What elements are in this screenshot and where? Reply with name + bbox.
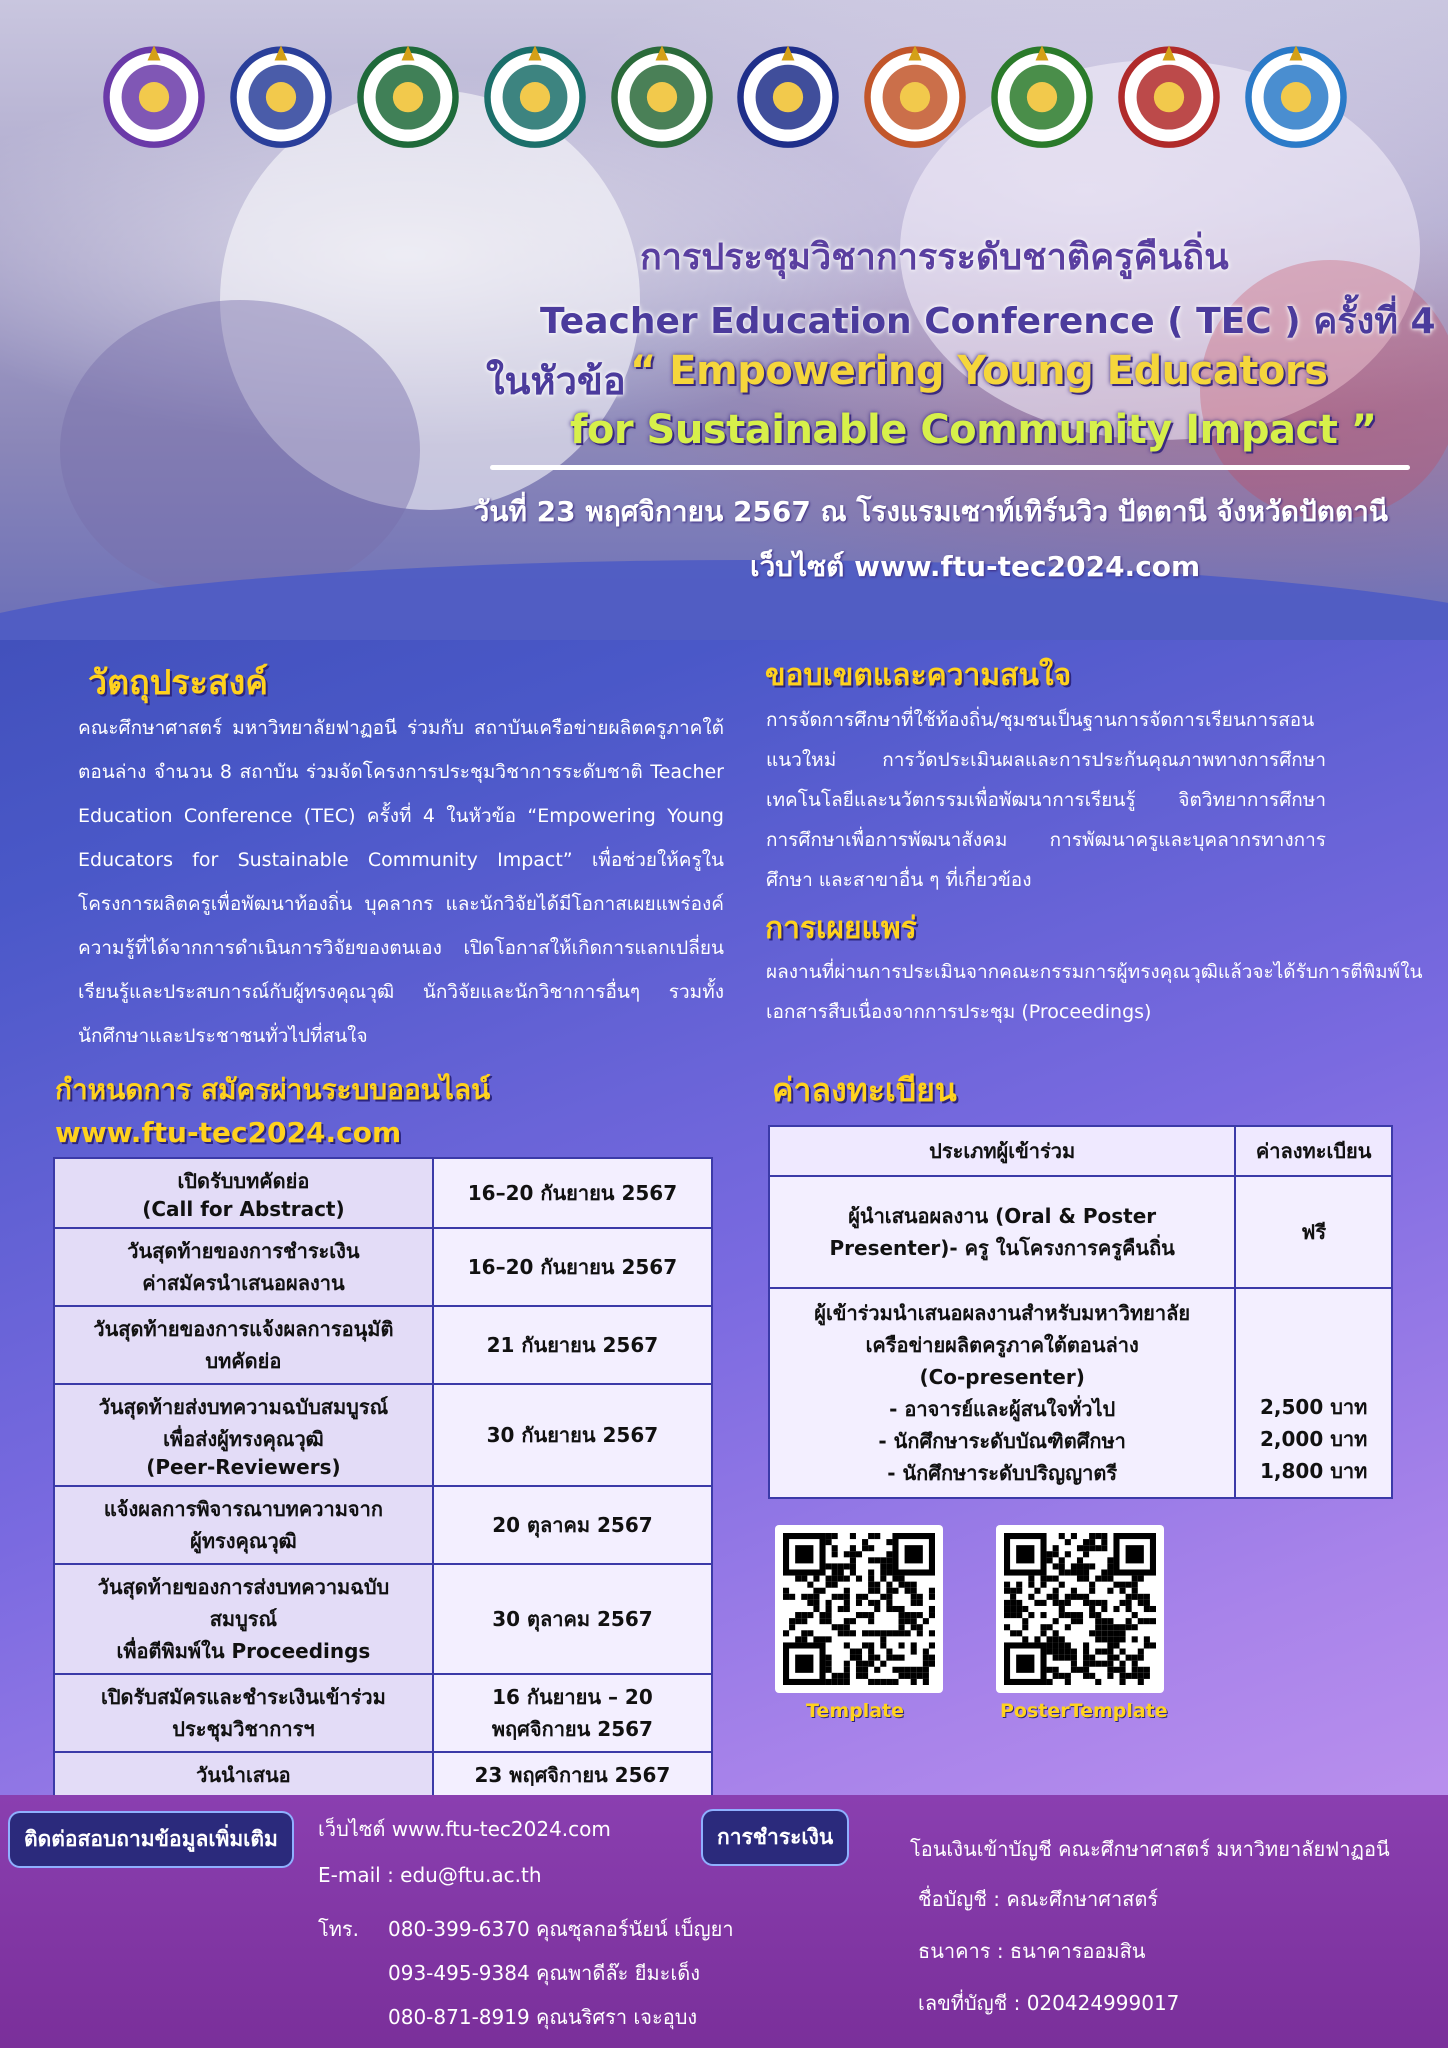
footer [0, 1795, 1448, 2048]
payment-line-3: ธนาคาร : ธนาคารออมสิน [918, 1939, 1146, 1963]
schedule-row [54, 1158, 712, 1228]
schedule-date: 30 กันยายน 2567 [433, 1384, 712, 1486]
book-emblem-logo-icon [1115, 41, 1223, 149]
scope-text: การจัดการศึกษาที่ใช้ท้องถิ่น/ชุมชนเป็นฐานการจัดการเรียนการสอนแนวใหม่ การวัดประเมินผลและการประกันคุณภาพทางการศึกษา เทคโนโลยีและนวัตกรรมเพื่อพัฒนาการเรียนรู้ จิตวิทยาการศึกษา การศึกษาเพื่อการพัฒนาสังคม การพัฒนาครูและบุคลากรทางการศึกษา และสาขาอื่น ๆ ที่เกี่ยวข้อง [766, 709, 1326, 891]
theme-line-1: “ Empowering Young Educators [630, 348, 1328, 394]
schedule-heading: กำหนดการ สมัครผ่านระบบออนไลน์ [55, 1073, 491, 1106]
fee-row [769, 1176, 1392, 1288]
schedule-date: 20 ตุลาคม 2567 [433, 1486, 712, 1564]
fee-col-fee: ค่าลงทะเบียน [1235, 1126, 1392, 1176]
schedule-row [54, 1384, 712, 1486]
schedule-date: 16–20 กันยายน 2567 [433, 1228, 712, 1306]
title-th: การประชุมวิชาการระดับชาติครูคืนถิ่น [640, 237, 1229, 278]
fee-row-amount: ฟรี [1235, 1176, 1392, 1288]
objective-heading: วัตถุประสงค์ [88, 663, 268, 703]
qr-code-template[interactable] [775, 1525, 943, 1693]
partner-logos [100, 30, 1350, 160]
qr-code-poster-template[interactable] [996, 1525, 1164, 1693]
payment-line-4: เลขที่บัญชี : 020424999017 [918, 1991, 1180, 2015]
contact-phone-3: 080-871-8919 คุณนริศรา เจะอุบง [388, 2005, 698, 2029]
payment-line-1: โอนเงินเข้าบัญชี คณะศึกษาศาสตร์ มหาวิทยาลัยฟาฏอนี [910, 1837, 1390, 1861]
emblem-blue-gold-icon [227, 41, 335, 149]
title-en: Teacher Education Conference ( TEC ) ครั้งที่ 4 [540, 301, 1436, 342]
thaksin-university-logo-icon [1242, 41, 1350, 149]
schedule-table [53, 1157, 713, 1799]
theme-prefix: ในหัวข้อ [486, 359, 626, 403]
fatoni-university-logo-icon [354, 41, 462, 149]
objective-text: คณะศึกษาศาสตร์ มหาวิทยาลัยฟาฏอนี ร่วมกับ สถาบันเครือข่ายผลิตครูภาคใต้ตอนล่าง จำนวน 8 สถาบัน ร่วมจัดโครงการประชุมวิชาการระดับชาติ Teacher Education Conference (TEC) ครั้งที่ 4 ในหัวข้อ “Empowering Young Educators for Sustainable Community Impact” เพื่อช่วยให้ครูในโครงการผลิตครูเพื่อพัฒนาท้องถิ่น บุคลากร และนักวิจัยได้มีโอกาสเผยแพร่องค์ความรู้ที่ได้จากการดำเนินการวิจัยของตนเอง เปิดโอกาสให้เกิดการแลกเปลี่ยนเรียนรู้และประสบการณ์กับผู้ทรงคุณวุฒิ นักวิจัยและนักวิชาการอื่นๆ รวมทั้งนักศึกษาและประชาชนทั่วไปที่สนใจ [78, 717, 724, 1047]
hero-photo-blur [60, 300, 420, 600]
date-venue: วันที่ 23 พฤศจิกายน 2567 ณ โรงแรมเซาท์เทิร์นวิว ปัตตานี จังหวัดปัตตานี [473, 495, 1388, 528]
fee-table [768, 1125, 1393, 1499]
payment-line-2: ชื่อบัญชี : คณะศึกษาศาสตร์ [918, 1887, 1159, 1911]
schedule-date: 16 กันยายน – 20 พฤศจิกายน 2567 [433, 1674, 712, 1752]
schedule-item: วันสุดท้ายของการชำระเงิน ค่าสมัครนำเสนอผลงาน [54, 1228, 433, 1306]
theme-line-2: for Sustainable Community Impact ” [570, 407, 1377, 453]
scope-heading: ขอบเขตและความสนใจ [765, 658, 1072, 693]
contact-email[interactable]: E-mail : edu@ftu.ac.th [318, 1863, 542, 1887]
title-divider [490, 465, 1410, 470]
contact-heading: ติดต่อสอบถามข้อมูลเพิ่มเติม [10, 1813, 292, 1866]
fee-row [769, 1288, 1392, 1498]
qr-code-icon [783, 1533, 935, 1685]
contact-phone-2: 093-495-9384 คุณพาดีล๊ะ ยีมะเด็ง [388, 1961, 700, 1985]
qr-label-template[interactable]: Template [806, 1700, 905, 1722]
schedule-row [54, 1564, 712, 1674]
schedule-item: วันสุดท้ายของการแจ้งผลการอนุมัติ บทคัดย่อ [54, 1306, 433, 1384]
contact-website[interactable]: เว็บไซต์ www.ftu-tec2024.com [318, 1817, 611, 1841]
qr-code-icon [1004, 1533, 1156, 1685]
emblem-purple-icon [100, 41, 208, 149]
qr-label-poster-template[interactable]: PosterTemplate [1000, 1700, 1168, 1722]
schedule-date: 21 กันยายน 2567 [433, 1306, 712, 1384]
publication-text: ผลงานที่ผ่านการประเมินจากคณะกรรมการผู้ทรงคุณวุฒิแล้วจะได้รับการตีพิมพ์ในเอกสารสืบเนื่องจากการประชุม (Proceedings) [766, 961, 1423, 1023]
schedule-url[interactable]: www.ftu-tec2024.com [55, 1116, 402, 1149]
contact-phone-label: โทร. [318, 1917, 360, 1941]
fee-row-amount: 2,500 บาท 2,000 บาท 1,800 บาท [1235, 1288, 1392, 1498]
fee-col-type: ประเภทผู้เข้าร่วม [769, 1126, 1235, 1176]
schedule-row [54, 1486, 712, 1564]
songkhla-rajabhat-logo-icon [608, 41, 716, 149]
fee-row-type: ผู้นำเสนอผลงาน (Oral & Poster Presenter)- ครู ในโครงการครูคืนถิ่น [769, 1176, 1235, 1288]
schedule-date: 30 ตุลาคม 2567 [433, 1564, 712, 1674]
schedule-row [54, 1674, 712, 1752]
contact-phone-1: 080-399-6370 คุณซุลกอร์นัยน์ เบ็ญยา [388, 1917, 734, 1941]
ganesha-logo-icon [988, 41, 1096, 149]
schedule-item: วันสุดท้ายของการส่งบทความฉบับ สมบูรณ์ เพื่อตีพิมพ์ใน Proceedings [54, 1564, 433, 1674]
fee-heading: ค่าลงทะเบียน [772, 1071, 957, 1109]
rajamangala-logo-icon [861, 41, 969, 149]
schedule-row [54, 1306, 712, 1384]
nakhon-si-thammarat-logo-icon [734, 41, 842, 149]
schedule-date: 16–20 กันยายน 2567 [433, 1158, 712, 1228]
schedule-item: เปิดรับสมัครและชำระเงินเข้าร่วม ประชุมวิชาการฯ [54, 1674, 433, 1752]
schedule-item: แจ้งผลการพิจารณาบทความจาก ผู้ทรงคุณวุฒิ [54, 1486, 433, 1564]
schedule-item: วันสุดท้ายส่งบทความฉบับสมบูรณ์ เพื่อส่งผู้ทรงคุณวุฒิ (Peer-Reviewers) [54, 1384, 433, 1486]
schedule-row [54, 1752, 712, 1798]
fee-row-type: ผู้เข้าร่วมนำเสนอผลงานสำหรับมหาวิทยาลัย เครือข่ายผลิตครูภาคใต้ตอนล่าง (Co-presenter) - อาจารย์และผู้สนใจทั่วไป - นักศึกษาระดับบัณฑิตศึกษา - นักศึกษาระดับปริญญาตรี [769, 1288, 1235, 1498]
schedule-item: วันนำเสนอ [54, 1752, 433, 1798]
schedule-item: เปิดรับบทคัดย่อ (Call for Abstract) [54, 1158, 433, 1228]
hero-banner [0, 0, 1448, 640]
schedule-date: 23 พฤศจิกายน 2567 [433, 1752, 712, 1798]
schedule-row [54, 1228, 712, 1306]
payment-heading: การชำระเงิน [703, 1811, 847, 1864]
publication-heading: การเผยแพร่ [765, 911, 917, 946]
yala-rajabhat-logo-icon [481, 41, 589, 149]
website-link[interactable]: เว็บไซต์ www.ftu-tec2024.com [750, 550, 1201, 583]
fee-header-row [769, 1126, 1392, 1176]
